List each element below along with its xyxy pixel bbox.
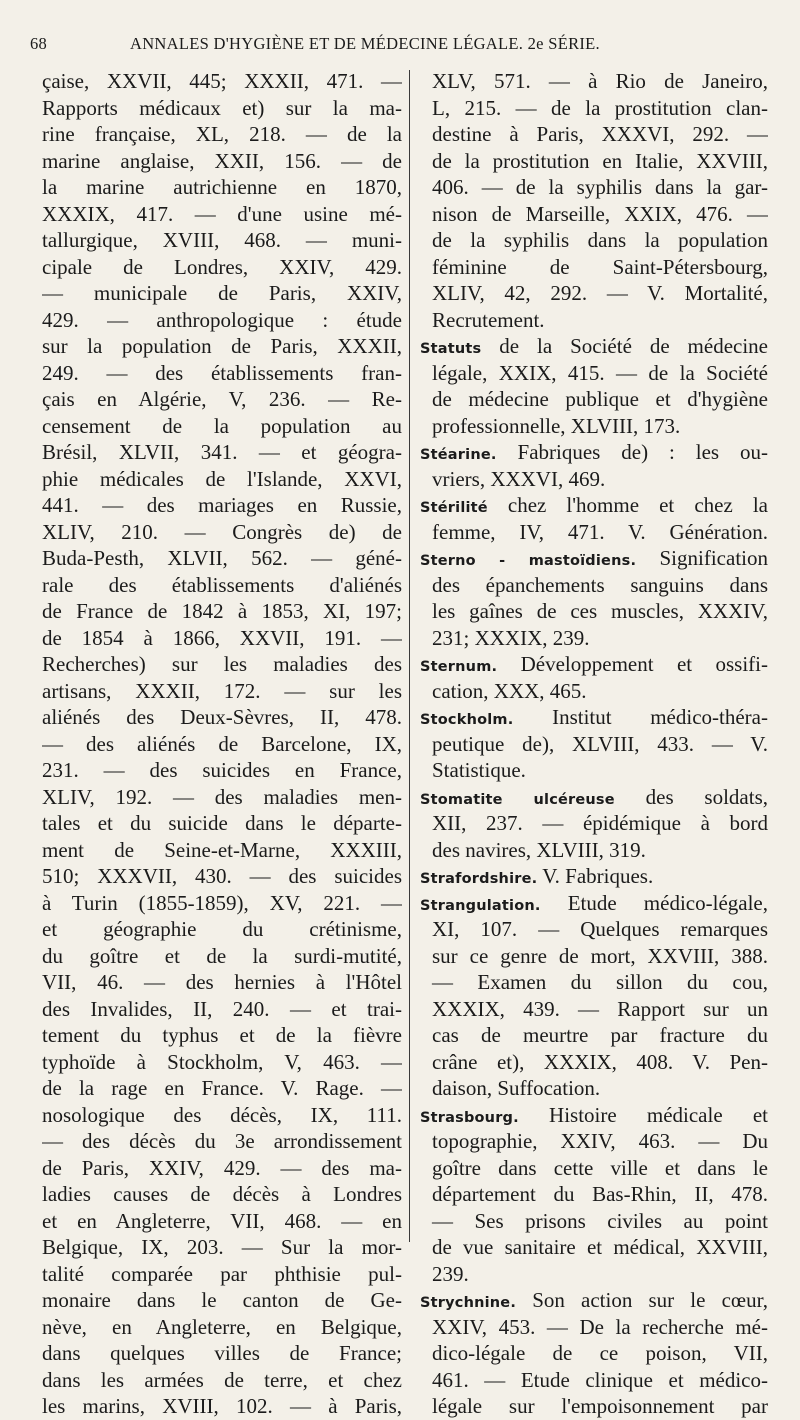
index-entry-line — [420, 333, 768, 360]
entry-keyword: Stérilité — [420, 500, 488, 516]
index-line: ment de Seine-et-Marne, XXXIII, — [42, 837, 402, 862]
entry-text: cation, XXX, 465. — [432, 678, 587, 703]
entry-text: Etude médico-légale, — [540, 890, 768, 915]
entry-text: de médecine publique et d'hygiène — [432, 387, 768, 411]
entry-keyword: Stockholm. — [420, 712, 514, 728]
index-line: tallurgique, XVIII, 468. — muni- — [42, 228, 402, 252]
entry-text: professionnelle, XLVIII, 173. — [432, 413, 681, 438]
index-line — [420, 280, 768, 307]
column-divider — [409, 70, 410, 1242]
index-line: Buda-Pesth, XLVII, 562. — géné- — [42, 546, 402, 570]
index-line: cipale de Londres, XXIV, 429. — [42, 254, 402, 279]
index-line: ladies causes de décès à Londres — [42, 1182, 402, 1206]
index-line — [420, 68, 768, 95]
index-line — [420, 1393, 768, 1420]
index-line — [420, 413, 768, 440]
index-line: dans les armées de terre, et chez — [42, 1367, 402, 1392]
index-line: Recherches) sur les maladies des — [42, 652, 402, 676]
index-line: talité comparée par phthisie pul- — [42, 1261, 402, 1286]
index-line: — des aliénés de Barcelone, IX, — [42, 731, 402, 756]
entry-text: XXXIX, 439. — Rapport sur un — [432, 996, 768, 1021]
index-line: du goître et de la surdi-mutité, — [42, 943, 402, 968]
index-line: Belgique, IX, 203. — Sur la mor- — [42, 1235, 402, 1259]
index-line: les marins, XVIII, 102. — à Paris, — [42, 1394, 402, 1418]
index-line: rine française, XL, 218. — de la — [42, 122, 402, 146]
entry-text: les gaînes de ces muscles, XXXIV, — [432, 599, 768, 623]
index-line — [420, 360, 768, 387]
index-line — [420, 1340, 768, 1367]
index-line: aliénés des Deux-Sèvres, II, 478. — [42, 705, 402, 729]
index-line: Brésil, XLVII, 341. — et géogra- — [42, 440, 402, 464]
entry-text: légale, XXIX, 415. — de la Société — [432, 360, 768, 385]
entry-text: Institut médico-théra- — [513, 705, 768, 729]
entry-text: vriers, XXXVI, 469. — [432, 466, 606, 491]
index-line: de Paris, XXIV, 429. — des ma- — [42, 1155, 402, 1180]
index-line — [420, 148, 768, 175]
entry-text: département du Bas-Rhin, II, 478. — [432, 1182, 768, 1206]
index-line — [420, 916, 768, 943]
index-entry-line — [420, 651, 768, 678]
index-line: marine anglaise, XXII, 156. — de — [42, 148, 402, 173]
index-line — [420, 307, 768, 334]
entry-keyword: Statuts — [420, 341, 482, 357]
index-line — [420, 1128, 768, 1155]
entry-text: des soldats, — [614, 784, 768, 809]
index-line — [420, 1049, 768, 1076]
entry-text: des épanchements sanguins dans — [432, 572, 768, 597]
entry-text: XII, 237. — épidémique à bord — [432, 811, 768, 835]
index-line: et géographie du crétinisme, — [42, 917, 402, 941]
right-column — [420, 68, 768, 1420]
entry-text: de la prostitution en Italie, XXVIII, — [432, 148, 768, 173]
index-line — [420, 678, 768, 705]
entry-text: peutique de), XLVIII, 433. — V. — [432, 731, 768, 756]
page-number: 68 — [30, 34, 48, 53]
index-line — [420, 572, 768, 599]
index-line: sur la population de Paris, XXXII, — [42, 334, 402, 358]
index-line: des Invalides, II, 240. — et trai- — [42, 996, 402, 1021]
index-line — [420, 95, 768, 122]
index-line: 249. — des établissements fran- — [42, 360, 402, 385]
index-line: artisans, XXXII, 172. — sur les — [42, 678, 402, 703]
index-line: typhoïde à Stockholm, V, 463. — — [42, 1049, 402, 1074]
entry-text: Statistique. — [432, 758, 526, 782]
index-entry-line — [420, 439, 768, 466]
index-entry-line — [420, 1102, 768, 1129]
entry-text: 239. — [432, 1261, 469, 1286]
entry-text: V. Fabriques. — [537, 864, 654, 888]
index-line — [420, 174, 768, 201]
entry-text: chez l'homme et chez la — [487, 493, 768, 517]
entry-text: Développement et ossifi- — [497, 652, 768, 676]
running-header — [30, 34, 770, 58]
index-line — [420, 1234, 768, 1261]
entry-text: XXIV, 453. — De la recherche mé- — [432, 1314, 768, 1339]
entry-keyword: Sternum. — [420, 659, 498, 675]
index-line — [420, 1367, 768, 1394]
index-line: çais en Algérie, V, 236. — Re- — [42, 387, 402, 411]
index-line: 510; XXXVII, 430. — des suicides — [42, 864, 402, 888]
entry-text: goître dans cette ville et dans le — [432, 1155, 768, 1180]
index-line — [420, 386, 768, 413]
entry-text: XI, 107. — Quelques remarques — [432, 917, 768, 941]
entry-text: nison de Marseille, XXIX, 476. — — [432, 201, 768, 226]
index-line: la marine autrichienne en 1870, — [42, 175, 402, 199]
index-line: censement de la population au — [42, 413, 402, 438]
index-line: phie médicales de l'Islande, XXVI, — [42, 466, 402, 491]
index-line: çaise, XXVII, 445; XXXII, 471. — — [42, 69, 402, 93]
index-line: nève, en Angleterre, en Belgique, — [42, 1314, 402, 1339]
index-line: nosologique des décès, IX, 111. — [42, 1102, 402, 1127]
entry-keyword: Strafordshire. — [420, 871, 538, 887]
index-line: à Turin (1855-1859), XV, 221. — — [42, 890, 402, 915]
index-line — [420, 810, 768, 837]
entry-text: cas de meurtre par fracture du — [432, 1023, 768, 1047]
index-line — [420, 837, 768, 864]
entry-text: de la Société de médecine — [481, 334, 768, 358]
index-line — [420, 598, 768, 625]
entry-text: femme, IV, 471. V. Génération. — [432, 519, 768, 544]
index-line — [420, 1022, 768, 1049]
index-line — [420, 466, 768, 493]
index-line — [420, 969, 768, 996]
index-line: 429. — anthropologique : étude — [42, 307, 402, 332]
entry-text: — Examen du sillon du cou, — [432, 970, 768, 994]
index-line: 441. — des mariages en Russie, — [42, 493, 402, 517]
left-column — [42, 68, 402, 1420]
index-line: de la rage en France. V. Rage. — — [42, 1076, 402, 1100]
entry-text: Fabriques de) : les ou- — [496, 440, 768, 464]
index-line: XLIV, 192. — des maladies men- — [42, 784, 402, 809]
index-line: XXXIX, 417. — d'une usine mé- — [42, 201, 402, 226]
entry-text: crâne et), XXXIX, 408. V. Pen- — [432, 1049, 768, 1074]
index-line — [420, 943, 768, 970]
index-entry-line — [420, 492, 768, 519]
index-line — [420, 1208, 768, 1235]
entry-text: légale sur l'empoisonnement par — [432, 1394, 768, 1418]
entry-keyword: Strychnine. — [420, 1295, 517, 1311]
journal-title: ANNALES D'HYGIÈNE ET DE MÉDECINE LÉGALE. 2e SÉRIE. — [130, 34, 600, 53]
entry-text: de la syphilis dans la population — [432, 228, 768, 252]
entry-text: XLV, 571. — à Rio de Janeiro, — [432, 69, 768, 93]
index-line: dans quelques villes de France; — [42, 1341, 402, 1365]
index-line — [420, 519, 768, 546]
entry-text: daison, Suffocation. — [432, 1076, 601, 1100]
index-line — [420, 1155, 768, 1182]
index-line: de 1854 à 1866, XXVII, 191. — — [42, 625, 402, 650]
index-line — [420, 731, 768, 758]
entry-text: destine à Paris, XXXVI, 292. — — [432, 122, 768, 146]
entry-text: Recrutement. — [432, 307, 545, 332]
index-line: rale des établissements d'aliénés — [42, 572, 402, 597]
entry-text: féminine de Saint-Pétersbourg, — [432, 254, 768, 279]
index-line — [420, 201, 768, 228]
index-line: VII, 46. — des hernies à l'Hôtel — [42, 970, 402, 994]
entry-text: XLIV, 42, 292. — V. Mortalité, — [432, 281, 768, 305]
entry-text: Histoire médicale et — [518, 1102, 768, 1127]
entry-keyword: Sterno - mastoïdiens. — [420, 553, 637, 569]
index-entry-line — [420, 890, 768, 917]
entry-keyword: Stéarine. — [420, 447, 497, 463]
index-line: tales et du suicide dans le départe- — [42, 811, 402, 835]
index-line — [420, 757, 768, 784]
index-entry-line — [420, 545, 768, 572]
entry-text: L, 215. — de la prostitution clan- — [432, 95, 768, 120]
entry-text: Signification — [636, 546, 768, 570]
index-line: — municipale de Paris, XXIV, — [42, 281, 402, 305]
entry-text: 461. — Etude clinique et médico- — [432, 1367, 768, 1392]
index-line — [420, 1075, 768, 1102]
entry-text: 231; XXXIX, 239. — [432, 625, 590, 650]
index-entry-line — [420, 784, 768, 811]
index-line: et en Angleterre, VII, 468. — en — [42, 1208, 402, 1233]
entry-text: topographie, XXIV, 463. — Du — [432, 1129, 768, 1153]
entry-keyword: Strangulation. — [420, 897, 541, 914]
index-line — [420, 227, 768, 254]
entry-text: 406. — de la syphilis dans la gar- — [432, 175, 768, 199]
entry-text: Son action sur le cœur, — [516, 1288, 768, 1312]
index-line: monaire dans le canton de Ge- — [42, 1288, 402, 1312]
entry-text: des navires, XLVIII, 319. — [432, 837, 646, 862]
index-line — [420, 254, 768, 281]
index-line: — des décès du 3e arrondissement — [42, 1129, 402, 1153]
entry-keyword: Strasbourg. — [420, 1109, 519, 1126]
index-line — [420, 1181, 768, 1208]
index-entry-line — [420, 863, 768, 890]
index-line — [420, 996, 768, 1023]
index-entry-line — [420, 704, 768, 731]
entry-text: de vue sanitaire et médical, XXVIII, — [432, 1235, 768, 1259]
index-line — [420, 1314, 768, 1341]
index-line: XLIV, 210. — Congrès de) de — [42, 519, 402, 544]
entry-text: — Ses prisons civiles au point — [432, 1208, 768, 1233]
index-entry-line — [420, 1287, 768, 1314]
index-line — [420, 121, 768, 148]
entry-text: sur ce genre de mort, XXVIII, 388. — [432, 943, 768, 968]
index-line: de France de 1842 à 1853, XI, 197; — [42, 599, 402, 623]
entry-text: dico-légale de ce poison, VII, — [432, 1341, 768, 1365]
index-line — [420, 625, 768, 652]
index-line: Rapports médicaux et) sur la ma- — [42, 95, 402, 120]
index-line: 231. — des suicides en France, — [42, 758, 402, 782]
index-line: tement du typhus et de la fièvre — [42, 1023, 402, 1047]
entry-keyword: Stomatite ulcéreuse — [420, 791, 615, 808]
index-line — [420, 1261, 768, 1288]
